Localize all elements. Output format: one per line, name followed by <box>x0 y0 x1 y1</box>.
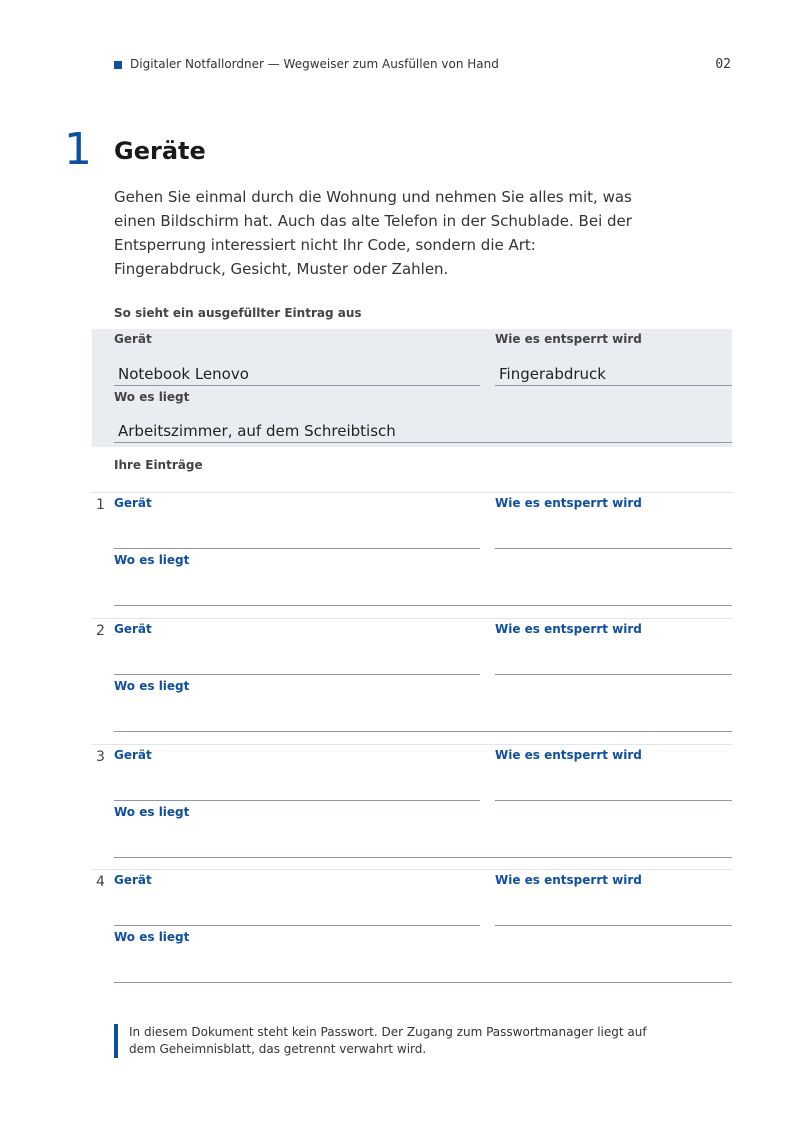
entry-row <box>92 869 732 996</box>
location-input-line[interactable] <box>114 605 732 606</box>
device-input-line[interactable] <box>114 548 480 549</box>
example-location-label: Wo es liegt <box>114 390 190 404</box>
device-input-line[interactable] <box>114 674 480 675</box>
example-device-value: Notebook Lenovo <box>114 363 480 386</box>
header-square-icon <box>114 61 122 69</box>
unlock-label: Wie es entsperrt wird <box>495 873 642 887</box>
device-input-line[interactable] <box>114 925 480 926</box>
security-note: In diesem Dokument steht kein Passwort. Der Zugang zum Passwortmanager liegt auf dem Geheimnisblatt, das getrennt verwahrt wird. <box>114 1024 649 1058</box>
unlock-label: Wie es entsperrt wird <box>495 622 642 636</box>
section-intro: Gehen Sie einmal durch die Wohnung und nehmen Sie alles mit, was einen Bildschirm hat. Auch das alte Telefon in der Schublade. Bei der Entsperrung interessiert nicht Ihr Code, sondern die Art: Fingerabdruck, Gesicht, Muster oder Zahlen. <box>114 188 632 278</box>
unlock-input-line[interactable] <box>495 548 732 549</box>
location-input-line[interactable] <box>114 857 732 858</box>
example-entry <box>92 329 732 447</box>
unlock-input-line[interactable] <box>495 674 732 675</box>
location-input-line[interactable] <box>114 982 732 983</box>
section-title: Geräte <box>114 137 206 165</box>
device-label: Gerät <box>114 873 152 887</box>
entry-number: 4 <box>96 874 105 890</box>
device-input-line[interactable] <box>114 800 480 801</box>
page-number: 02 <box>715 57 731 72</box>
example-device-label: Gerät <box>114 332 152 346</box>
location-label: Wo es liegt <box>114 930 190 944</box>
example-location-value: Arbeitszimmer, auf dem Schreibtisch <box>114 420 732 443</box>
section-number: 1 <box>64 124 92 175</box>
unlock-label: Wie es entsperrt wird <box>495 748 642 762</box>
example-unlock-value: Fingerabdruck <box>495 363 732 386</box>
device-label: Gerät <box>114 622 152 636</box>
entry-row <box>92 744 732 871</box>
entry-row <box>92 618 732 745</box>
unlock-input-line[interactable] <box>495 925 732 926</box>
entry-row <box>92 492 732 619</box>
entry-number: 3 <box>96 749 105 765</box>
entry-number: 1 <box>96 497 105 513</box>
device-label: Gerät <box>114 496 152 510</box>
entries-heading: Ihre Einträge <box>114 458 203 472</box>
location-input-line[interactable] <box>114 731 732 732</box>
location-label: Wo es liegt <box>114 679 190 693</box>
example-heading: So sieht ein ausgefüllter Eintrag aus <box>114 306 362 320</box>
unlock-input-line[interactable] <box>495 800 732 801</box>
unlock-label: Wie es entsperrt wird <box>495 496 642 510</box>
device-label: Gerät <box>114 748 152 762</box>
page-header <box>114 57 731 73</box>
example-unlock-label: Wie es entsperrt wird <box>495 332 642 346</box>
location-label: Wo es liegt <box>114 553 190 567</box>
location-label: Wo es liegt <box>114 805 190 819</box>
header-title: Digitaler Notfallordner — Wegweiser zum Ausfüllen von Hand <box>130 57 499 71</box>
entry-number: 2 <box>96 623 105 639</box>
